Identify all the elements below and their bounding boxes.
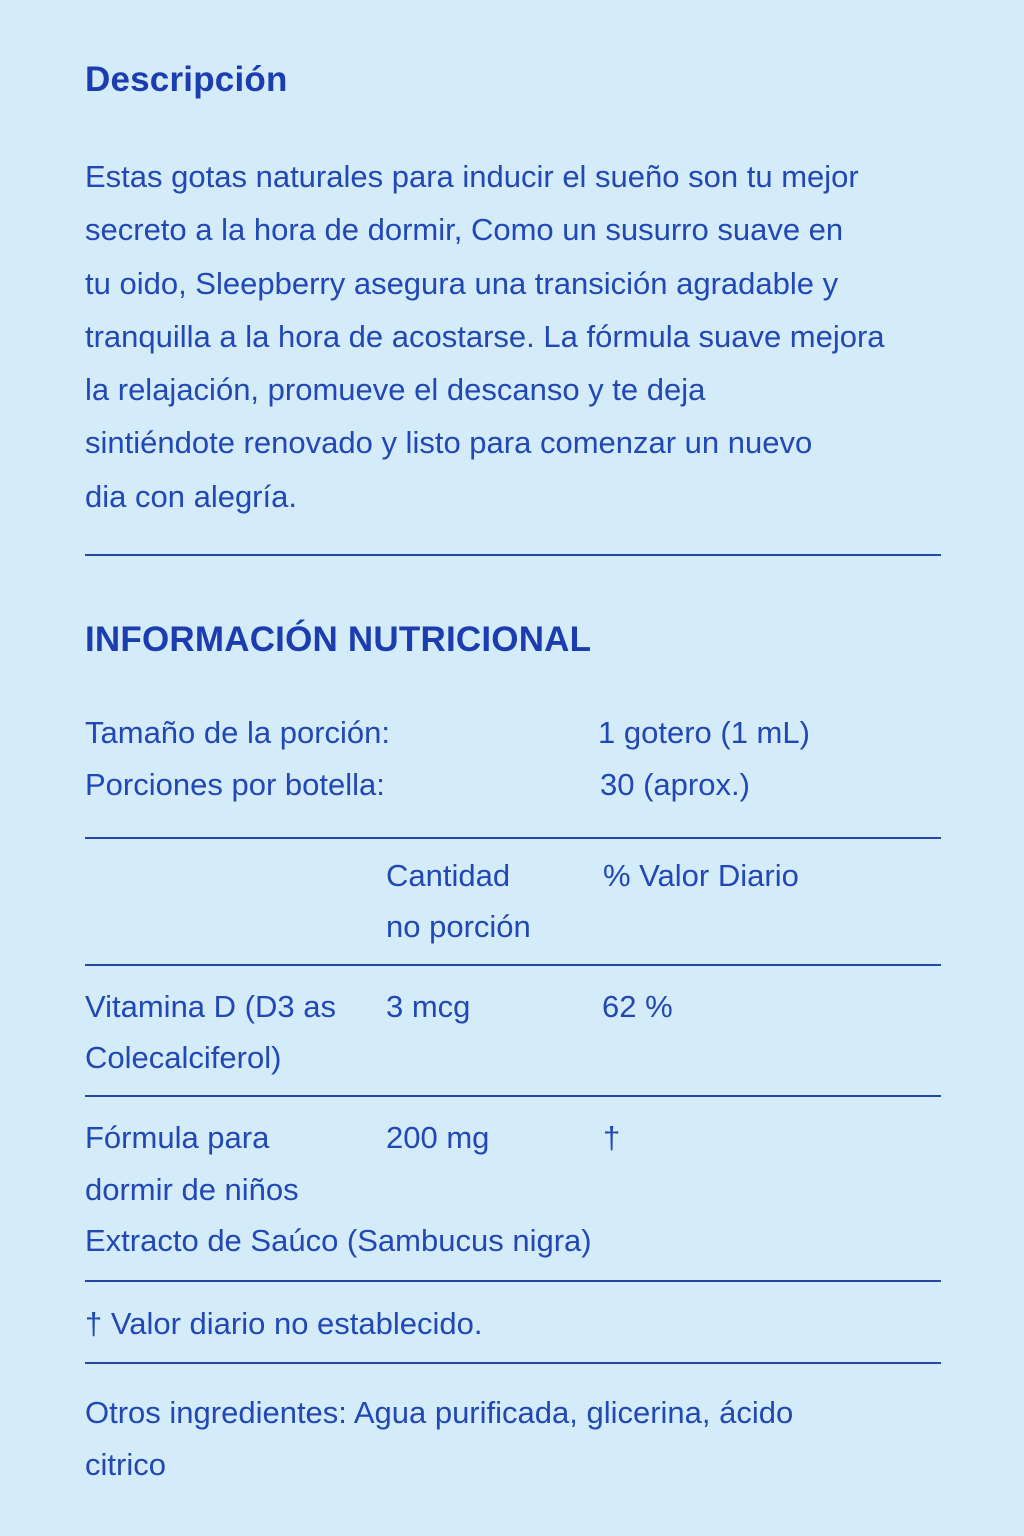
description-title: Descripción: [85, 60, 288, 99]
table-bottom-rule: [85, 1362, 941, 1364]
servings-per-bottle-label: Porciones por botella:: [85, 767, 385, 802]
table-row-rule: [85, 1280, 941, 1282]
serving-size-label: Tamaño de la porción:: [85, 715, 391, 750]
nutrient-name: Colecalciferol): [85, 1040, 282, 1075]
description-body: [85, 150, 985, 523]
footnote: † Valor diario no establecido.: [85, 1306, 483, 1341]
nutrient-name: Vitamina D (D3 as: [85, 989, 336, 1024]
other-ingredients: Otros ingredientes: Agua purificada, glicerina, ácido: [85, 1395, 794, 1430]
description-line: sintiéndote renovado y listo para comenzar un nuevo: [85, 425, 813, 461]
nutrient-amount: 200 mg: [386, 1120, 490, 1155]
description-line: secreto a la hora de dormir, Como un susurro suave en: [85, 212, 844, 248]
other-ingredients: citrico: [85, 1447, 166, 1482]
servings-per-bottle-value: 30 (aprox.): [600, 767, 750, 802]
description-line: Estas gotas naturales para inducir el sueño son tu mejor: [85, 159, 859, 194]
nutrient-name: dormir de niños: [85, 1172, 299, 1207]
amount-header-line2: no porción: [386, 909, 531, 944]
amount-header-line1: Cantidad: [386, 858, 511, 893]
serving-size-value: 1 gotero (1 mL): [598, 715, 810, 750]
nutrient-amount: 3 mcg: [386, 989, 471, 1024]
description-line: la relajación, promueve el descanso y te deja: [85, 372, 706, 408]
nutrition-title: INFORMACIÓN NUTRICIONAL: [85, 620, 592, 659]
section-divider: [85, 554, 941, 556]
nutrient-name: Fórmula para: [85, 1120, 270, 1155]
table-top-rule: [85, 837, 941, 839]
description-line: dia con alegría.: [85, 478, 297, 514]
description-line: tu oido, Sleepberry asegura una transición agradable y: [85, 265, 839, 301]
table-row-rule: [85, 1095, 941, 1097]
nutrient-daily-value: †: [603, 1120, 621, 1155]
table-header-rule: [85, 964, 941, 966]
nutrient-daily-value: 62 %: [602, 989, 673, 1024]
nutrient-name: Extracto de Saúco (Sambucus nigra): [85, 1223, 592, 1258]
description-line: tranquilla a la hora de acostarse. La fórmula suave mejora: [85, 318, 885, 354]
daily-value-header: % Valor Diario: [603, 858, 799, 893]
